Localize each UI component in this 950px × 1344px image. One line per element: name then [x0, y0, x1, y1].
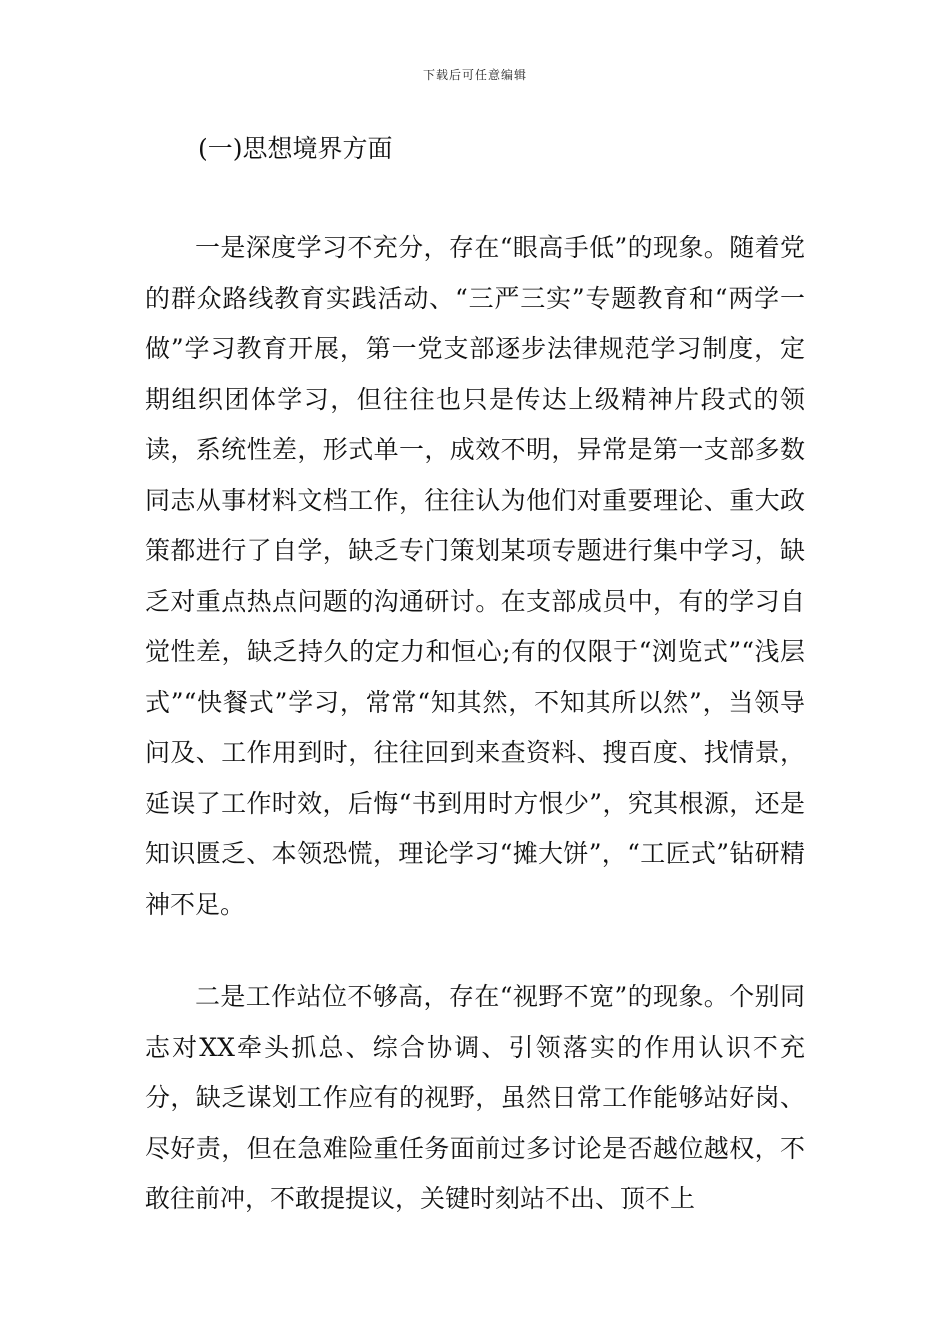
paragraph-1: 一是深度学习不充分，存在“眼高手低”的现象。随着党的群众路线教育实践活动、“三严三实”专题教育和“两学一做”学习教育开展，第一党支部逐步法律规范学习制度，定期组织团体学习，但往往也只是传达上级精神片段式的领读，系统性差，形式单一，成效不明，异常是第一支部多数同志从事材料文档工作，往往认为他们对重要理论、重大政策都进行了自学，缺乏专门策划某项专题进行集中学习，缺乏对重点热点问题的沟通研讨。在支部成员中，有的学习自觉性差，缺乏持久的定力和恒心;有的仅限于“浏览式”“浅层式”“快餐式”学习，常常“知其然，不知其所以然”，当领导问及、工作用到时，往往回到来查资料、搜百度、找情景，延误了工作时效，后悔“书到用时方恨少”，究其根源，还是知识匮乏、本领恐慌，理论学习“摊大饼”，“工匠式”钻研精神不足。 — [145, 233, 805, 919]
header-note: 下载后可任意编辑 — [422, 68, 527, 82]
section-heading: (一)思想境界方面 — [198, 134, 393, 163]
paragraph-2: 二是工作站位不够高，存在“视野不宽”的现象。个别同志对XX牵头抓总、综合协调、引领落实的作用认识不充分，缺乏谋划工作应有的视野，虽然日常工作能够站好岗、尽好责，但在急难险重任务面前过多讨论是否越位越权，不敢往前冲，不敢提提议，关键时刻站不出、顶不上 — [145, 982, 805, 1213]
